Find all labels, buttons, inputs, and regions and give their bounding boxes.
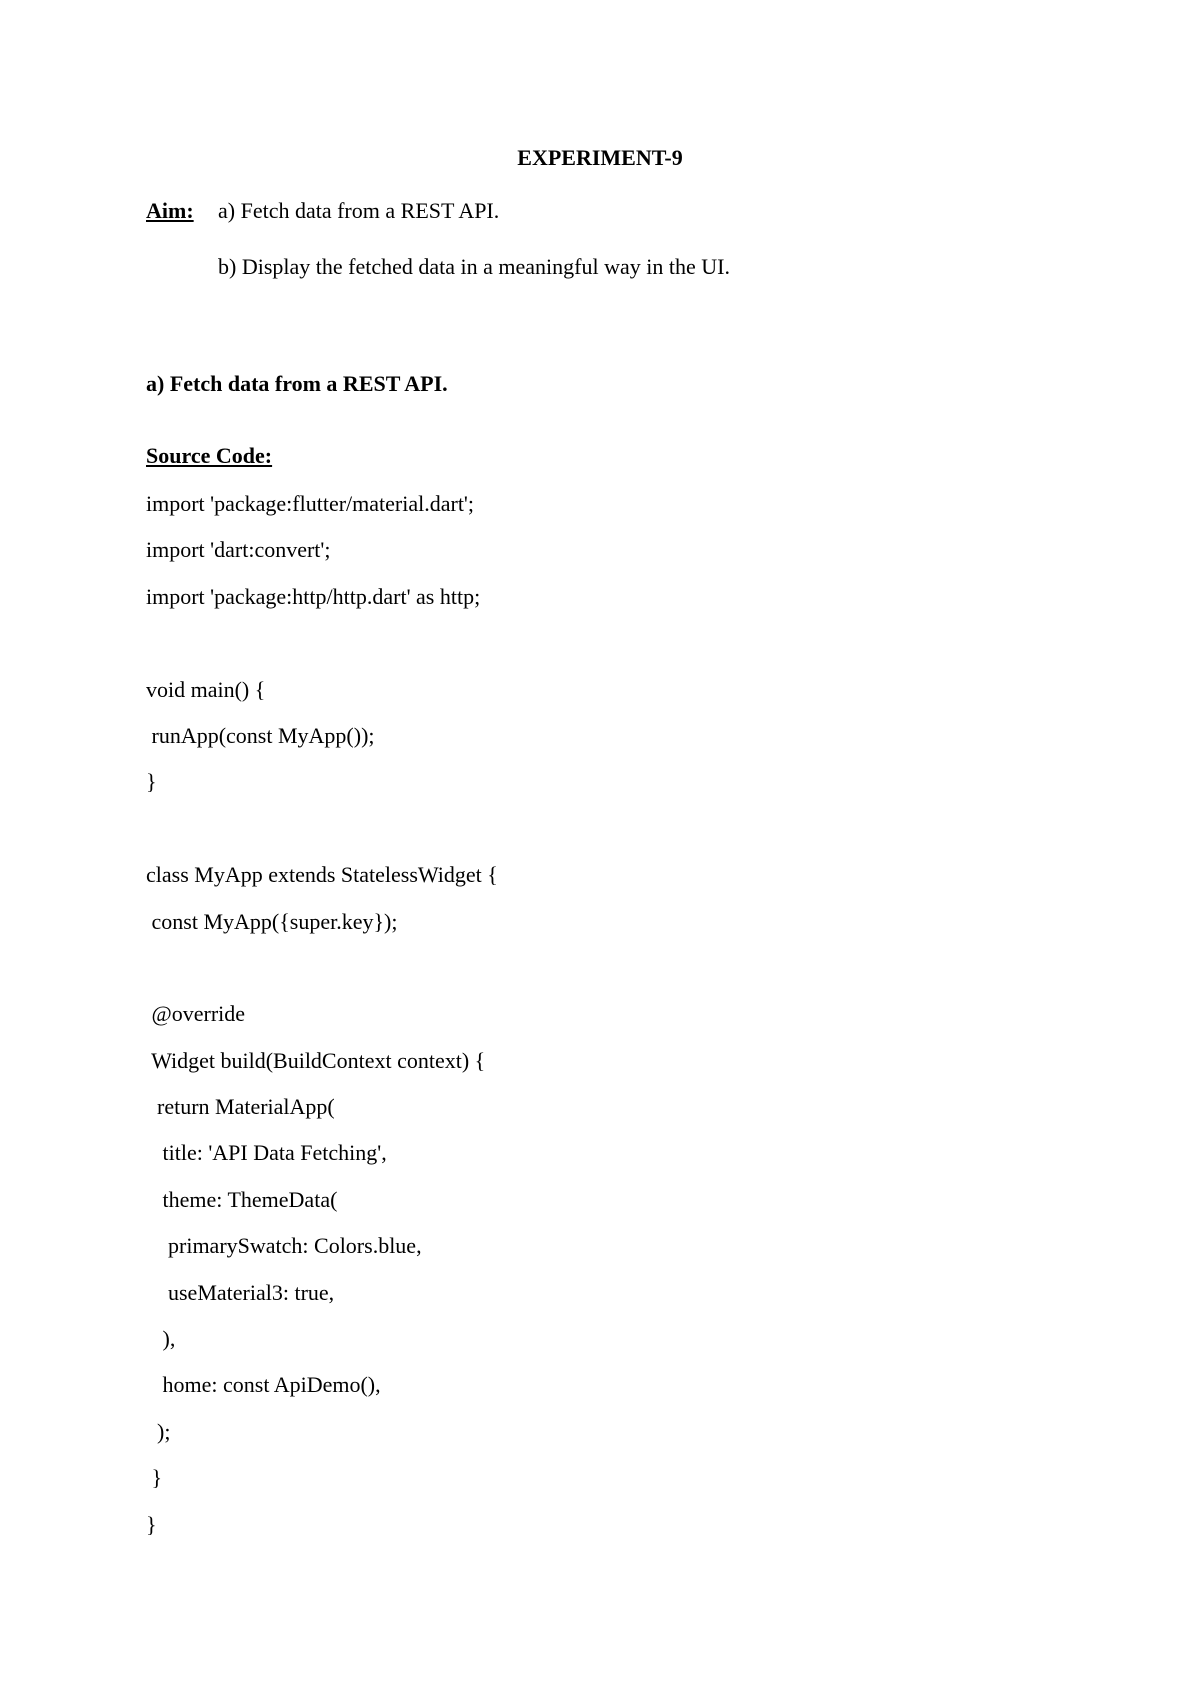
code-line: ); xyxy=(146,1418,171,1444)
code-line: primarySwatch: Colors.blue, xyxy=(146,1233,422,1259)
code-line: void main() { xyxy=(146,676,266,702)
section-heading: a) Fetch data from a REST API. xyxy=(146,371,448,396)
code-line: } xyxy=(146,1511,157,1537)
code-line: } xyxy=(146,1465,163,1491)
code-line xyxy=(146,629,498,675)
code-line: import 'package:flutter/material.dart'; xyxy=(146,491,475,516)
source-code-label: Source Code: xyxy=(146,443,273,468)
code-line: @override xyxy=(146,1001,246,1027)
aim-row-1 xyxy=(146,197,499,225)
page-title-text: EXPERIMENT-9 xyxy=(517,145,683,170)
code-line: runApp(const MyApp()); xyxy=(146,722,375,748)
aim-item-a: a) Fetch data from a REST API. xyxy=(218,198,500,223)
code-line: ), xyxy=(146,1326,176,1352)
page-title xyxy=(0,145,1200,171)
code-line: } xyxy=(146,769,157,795)
aim-item-b: b) Display the fetched data in a meaningful way in the UI. xyxy=(218,254,730,279)
code-line: Widget build(BuildContext context) { xyxy=(146,1047,486,1073)
code-line: import 'package:http/http.dart' as http; xyxy=(146,583,481,609)
code-line: useMaterial3: true, xyxy=(146,1279,335,1305)
code-line xyxy=(146,815,498,861)
code-line: home: const ApiDemo(), xyxy=(146,1372,381,1398)
code-line: import 'dart:convert'; xyxy=(146,537,331,563)
code-line xyxy=(146,954,498,1000)
code-line: theme: ThemeData( xyxy=(146,1186,338,1212)
source-code-block xyxy=(146,490,498,1557)
code-line: class MyApp extends StatelessWidget { xyxy=(146,862,498,888)
aim-label: Aim: xyxy=(146,198,194,223)
code-line: return MaterialApp( xyxy=(146,1094,335,1120)
code-line: title: 'API Data Fetching', xyxy=(146,1140,387,1166)
aim-row-2 xyxy=(146,253,730,281)
code-line: const MyApp({super.key}); xyxy=(146,908,398,934)
